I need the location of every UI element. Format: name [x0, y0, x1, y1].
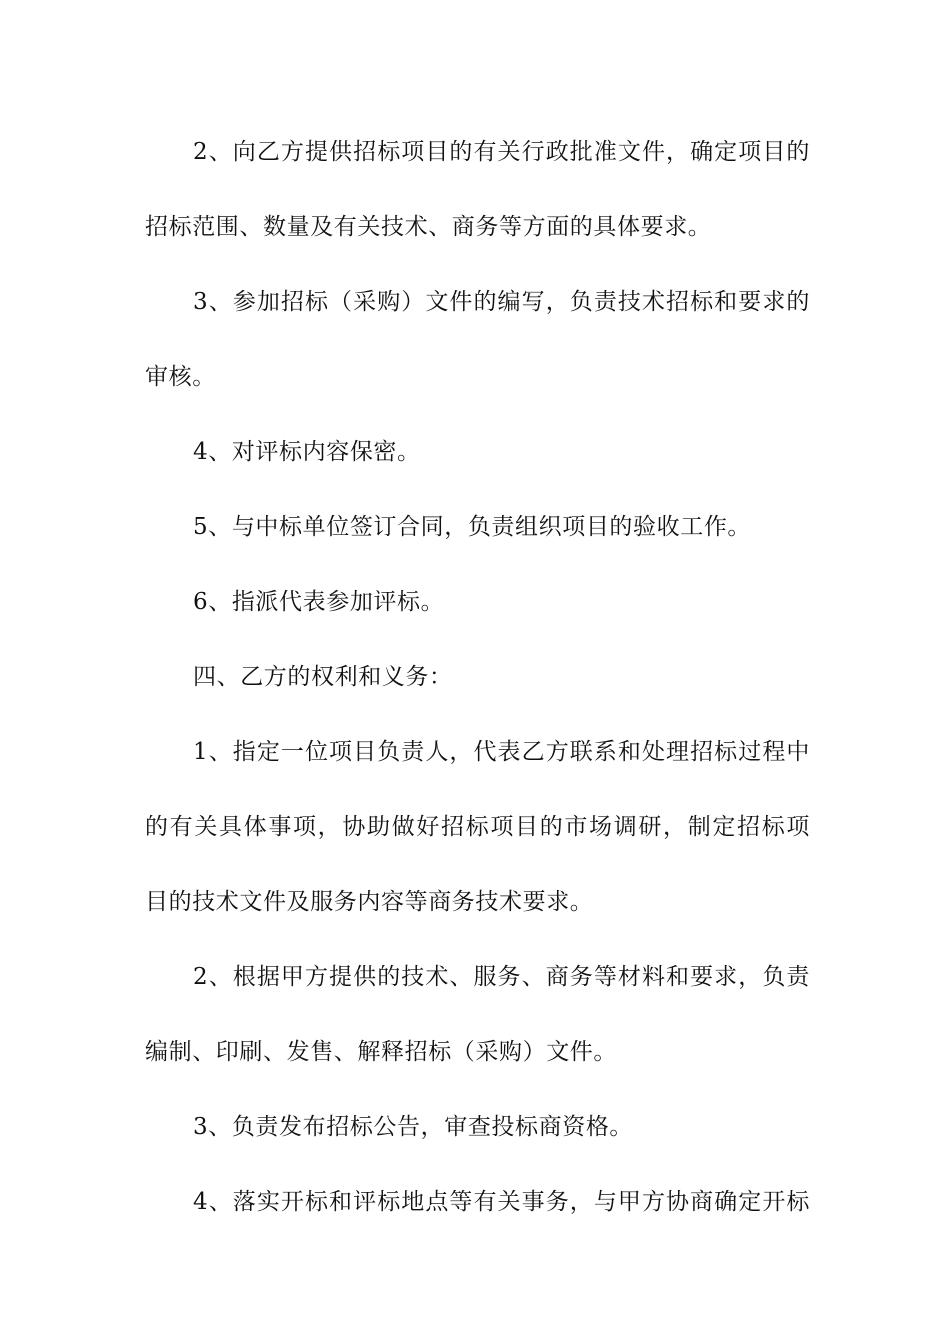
text-line: 审核。	[145, 364, 216, 390]
text-line: 编制、印刷、发售、解释招标（采购）文件。	[145, 1039, 617, 1065]
text-line: 的有关具体事项，协助做好招标项目的市场调研，制定招标项	[145, 814, 810, 840]
text-line: 目的技术文件及服务内容等商务技术要求。	[145, 889, 594, 915]
text-line: 6、指派代表参加评标。	[193, 589, 445, 615]
text-line: 招标范围、数量及有关技术、商务等方面的具体要求。	[145, 214, 712, 240]
section-heading: 四、乙方的权利和义务：	[193, 664, 453, 690]
text-line: 4、落实开标和评标地点等有关事务，与甲方协商确定开标	[193, 1189, 810, 1215]
text-line: 4、对评标内容保密。	[193, 439, 421, 465]
text-line: 5、与中标单位签订合同，负责组织项目的验收工作。	[193, 514, 752, 540]
text-line: 3、参加招标（采购）文件的编写，负责技术招标和要求的	[193, 289, 810, 315]
text-line: 2、根据甲方提供的技术、服务、商务等材料和要求，负责	[193, 964, 810, 990]
text-line: 2、向乙方提供招标项目的有关行政批准文件，确定项目的	[193, 139, 810, 165]
text-line: 3、负责发布招标公告，审查投标商资格。	[193, 1114, 634, 1140]
text-line: 1、指定一位项目负责人，代表乙方联系和处理招标过程中	[193, 739, 810, 765]
